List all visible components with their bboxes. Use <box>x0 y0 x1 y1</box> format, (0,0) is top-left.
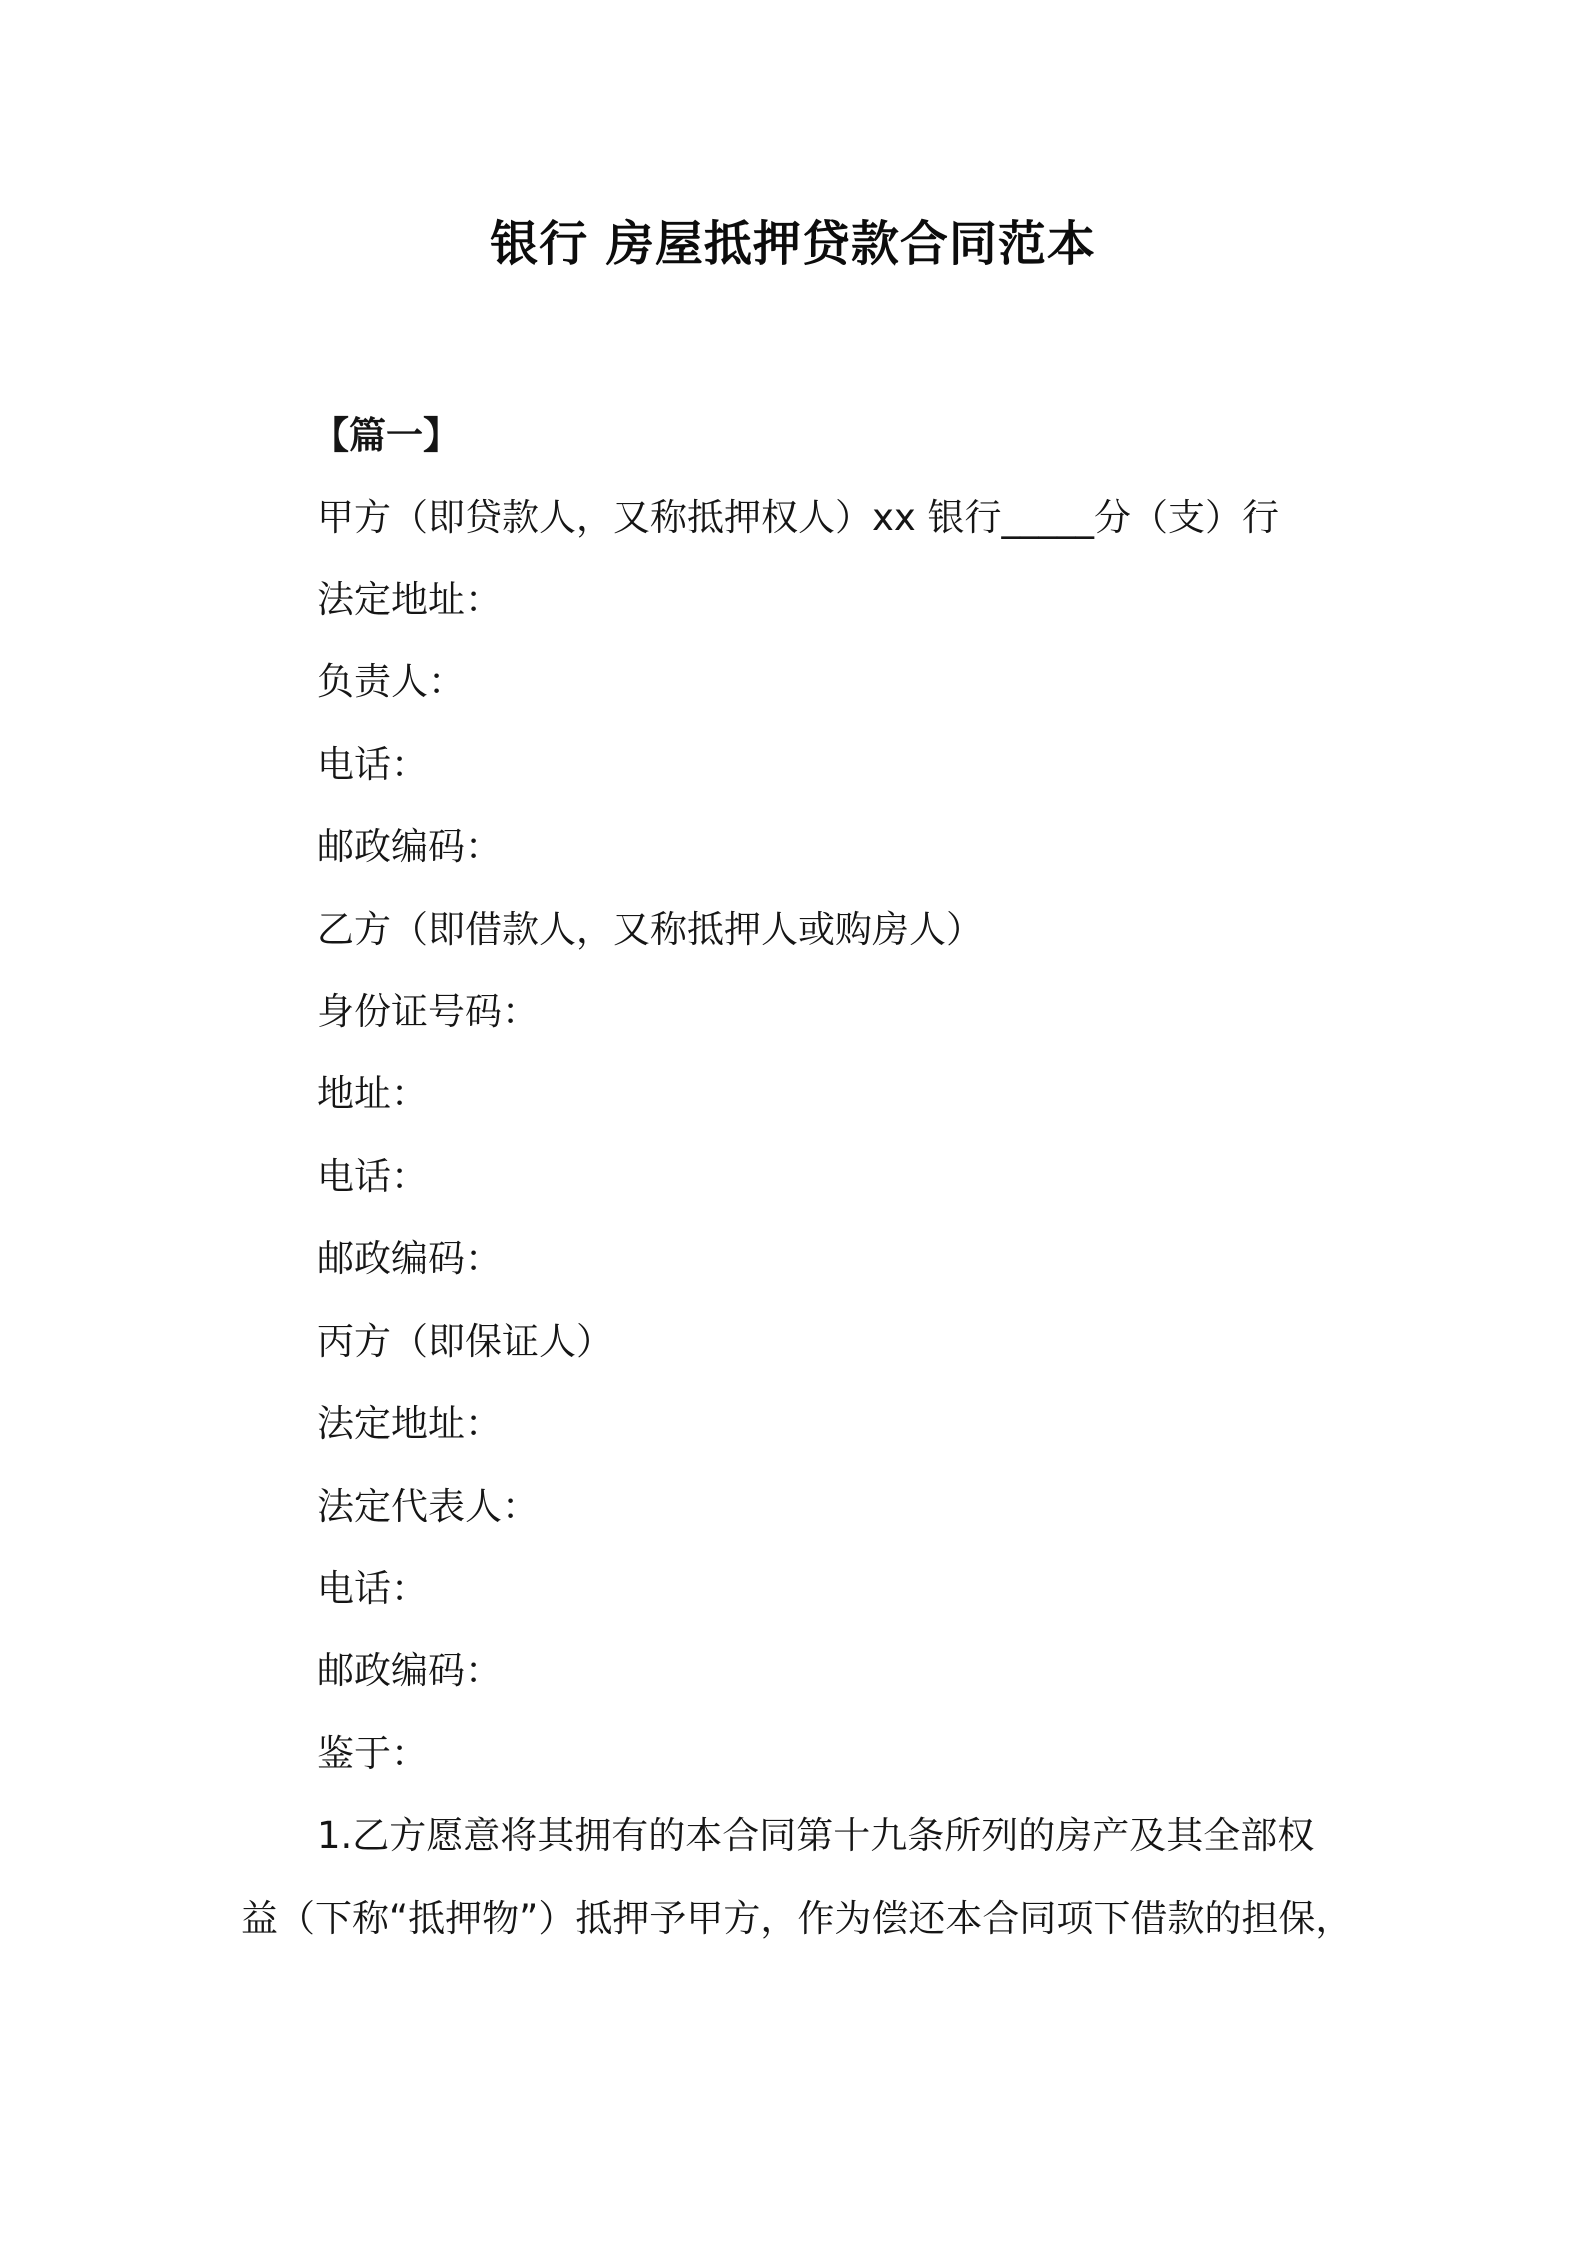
party-a-phone-label: 电话： <box>317 743 428 786</box>
party-b-phone-label: 电话： <box>317 1155 428 1198</box>
clause-1-line-1: 1.乙方愿意将其拥有的本合同第十九条所列的房产及其全部权 <box>317 1814 1315 1857</box>
party-c-line: 丙方（即保证人） <box>317 1320 613 1363</box>
party-c-phone-label: 电话： <box>317 1567 428 1610</box>
section-heading: 【篇一】 <box>312 414 460 457</box>
party-c-postcode-label: 邮政编码： <box>317 1649 502 1692</box>
party-a-address-label: 法定地址： <box>317 578 502 621</box>
party-c-representative-label: 法定代表人： <box>317 1485 539 1528</box>
party-a-postcode-label: 邮政编码： <box>317 825 502 868</box>
party-a-responsible-label: 负责人： <box>317 660 465 703</box>
clause-1-line-2: 益（下称“抵押物”）抵押予甲方，作为偿还本合同项下借款的担保， <box>241 1897 1353 1940</box>
party-b-address-label: 地址： <box>317 1072 428 1115</box>
party-b-line: 乙方（即借款人，又称抵押人或购房人） <box>317 908 983 951</box>
party-c-address-label: 法定地址： <box>317 1402 502 1445</box>
party-b-id-label: 身份证号码： <box>317 990 539 1033</box>
party-b-postcode-label: 邮政编码： <box>317 1237 502 1280</box>
whereas-label: 鉴于： <box>317 1732 428 1775</box>
document-title: 银行 房屋抵押贷款合同范本 <box>490 216 1096 272</box>
party-a-line: 甲方（即贷款人，又称抵押权人）xx 银行_____分（支）行 <box>317 496 1280 539</box>
